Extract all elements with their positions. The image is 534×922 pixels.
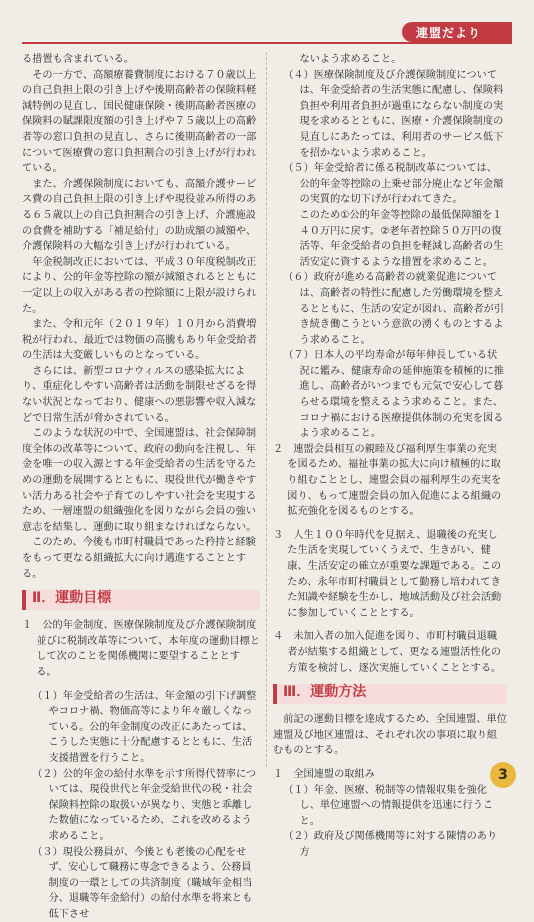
list-item: （７）日本人の平均寿命が毎年伸長している状況に鑑み、健康寿命の延伸施策を積極的に推進し、高齢者がいつまでも元気で安心して暮らせる環境を整えるよう求めること。また、コロナ禍における医療提供体制の充実を図るよう求めること。: [273, 348, 507, 442]
paragraph: 前記の運動目標を達成するため、全国連盟、単位連盟及び地区連盟は、それぞれ次の事項に取り組むものとする。: [273, 712, 507, 759]
list-item: （１）年金受給者の生活は、年金額の引下げ調整やコロナ禍、物価高等により年々厳しくなっている。公的年金制度の改正にあたっては、こうした実態に十分配慮するとともに、生活支援措置を行うこと。: [22, 689, 260, 767]
header-band: [402, 22, 512, 42]
list-item: （１）年金、医療、税制等の情報収集を強化し、単位連盟への情報提供を迅速に行うこと。: [273, 783, 507, 830]
paragraph: また、令和元年（２０１９年）１０月から消費増税が行われ、最近では物価の高騰もあり年金受給者の生活は大変厳しいものとなっている。: [22, 317, 260, 364]
header-label: 連盟だより: [416, 24, 481, 41]
section-heading-text: Ⅲ．運動方法: [283, 685, 366, 701]
goal-item: ４ 未加入者の加入促進を図り、市町村職員退職者が結集する組織として、更なる連盟活性化の方策を検討し、逐次実施していくこととする。: [273, 629, 507, 676]
paragraph: ないよう求めること。: [273, 52, 507, 68]
list-item: （５）年金受給者に係る税制改革については、公的年金等控除の上乗せ部分廃止など年金額の実質的な切下げが行われてきた。: [273, 161, 507, 208]
list-item: （３）現役公務員が、今後とも老後の心配をせず、安心して職務に専念できるよう、公務員制度の一環としての共済制度（職域年金相当分、退職等年金給付）の給付水準を将来とも低下させ: [22, 845, 260, 922]
paragraph: その一方で、高額療養費制度における７０歳以上の自己負担上限の引き上げや後期高齢者の保険料軽減特例の見直し、国民健康保険・後期高齢者医療の保険料の賦課限度額の引き上げや７５歳以上の高齢者等の窓口負担の見直し、さらに後期高齢者の一部について医療費の窓口負担割合の引き上げが行われている。: [22, 68, 260, 177]
right-column: [273, 52, 507, 861]
section-heading: [22, 590, 260, 610]
paragraph: また、介護保険制度においても、高額介護サービス費の自己負担上限の引き上げや現役並み所得のある６５歳以上の自己負担割合の引き上げ、介護施設の食費を補助する「補足給付」の助成額の減額や、介護保険料の大幅な引き上げが行われている。: [22, 177, 260, 255]
goal-item: ３ 人生１００年時代を見据え、退職後の充実した生活を実現していくうえで、生きがい、健康、生活安定の確立が重要な課題である。このため、永年市町村職員として勤務し培われてきた知識や経験を生かし、地域活動及び社会活動に参加していくこととする。: [273, 528, 507, 622]
section-heading: [273, 684, 507, 704]
paragraph: 年金税制改正においては、平成３０年度税制改正により、公的年金等控除の額が減額されるとともに一定以上の収入がある者の控除額に上限が設けられた。: [22, 255, 260, 317]
paragraph: このため①公的年金等控除の最低保障額を１４０万円に戻す。②老年者控除５０万円の復活等、年金受給者の負担を軽減し高齢者の生活安定に資するような措置を求めること。: [273, 208, 507, 270]
paragraph: このような状況の中で、全国連盟は、社会保障制度全体の改革等について、政府の動向を注視し、年金を唯一の収入源とする年金受給者の生活を守るための運動を展開するとともに、現役世代が働きやすい活力ある社会や子育てのしやすい社会を実現するため、一層連盟の組織強化を図りながら会員の強い意志を結集し、運動に取り組まなければならない。: [22, 426, 260, 535]
goal-item: １ 公的年金制度、医療保険制度及び介護保険制度並びに税制改革等について、本年度の運動目標として次のことを関係機関に要望することとする。: [22, 618, 260, 680]
goal-item: ２ 連盟会員相互の親睦及び福利厚生事業の充実を図るため、福祉事業の拡大に向け積極的に取り組むこととし、連盟会員の福利厚生の充実を図り、もって連盟会員の加入促進による組織の拡充強化を図るものとする。: [273, 442, 507, 520]
paragraph: る措置も含まれている。: [22, 52, 260, 68]
subheading: １ 全国連盟の取組み: [273, 767, 507, 783]
left-column: [22, 52, 260, 922]
paragraph: さらには、新型コロナウィルスの感染拡大により、重症化しやすい高齢者は活動を制限せざるを得ない状況となっており、健康への悪影響や収入減などで日常生活が脅かされている。: [22, 364, 260, 426]
list-item: （２）公的年金の給付水準を示す所得代替率については、現役世代と年金受給世代の税・社会保険料控除の取扱いが異なり、実態と乖離した数値になっているため、これを改めるよう求めること。: [22, 767, 260, 845]
list-item: （２）政府及び関係機関等に対する陳情のあり方: [273, 829, 507, 860]
paragraph: このため、今後も市町村職員であった矜持と経験をもって更なる組織拡大に向け邁進することとする。: [22, 535, 260, 582]
list-item: （４）医療保険制度及び介護保険制度については、年金受給者の生活実態に配慮し、保険料負担や利用者負担が過重にならない制度の実現を求めるとともに、医療・介護保険制度の見直しにあたっては、利用者のサービス低下を招かないよう求めること。: [273, 68, 507, 162]
column-divider: [266, 52, 267, 767]
section-heading-text: Ⅱ．運動目標: [32, 591, 111, 607]
header-rule: [22, 42, 512, 44]
page-number: 3: [490, 762, 516, 788]
list-item: （６）政府が進める高齢者の就業促進については、高齢者の特性に配慮した労働環境を整えるとともに、生活の安定が図れ、高齢者が引き続き働こうという意欲の湧くものとするよう求めること。: [273, 270, 507, 348]
